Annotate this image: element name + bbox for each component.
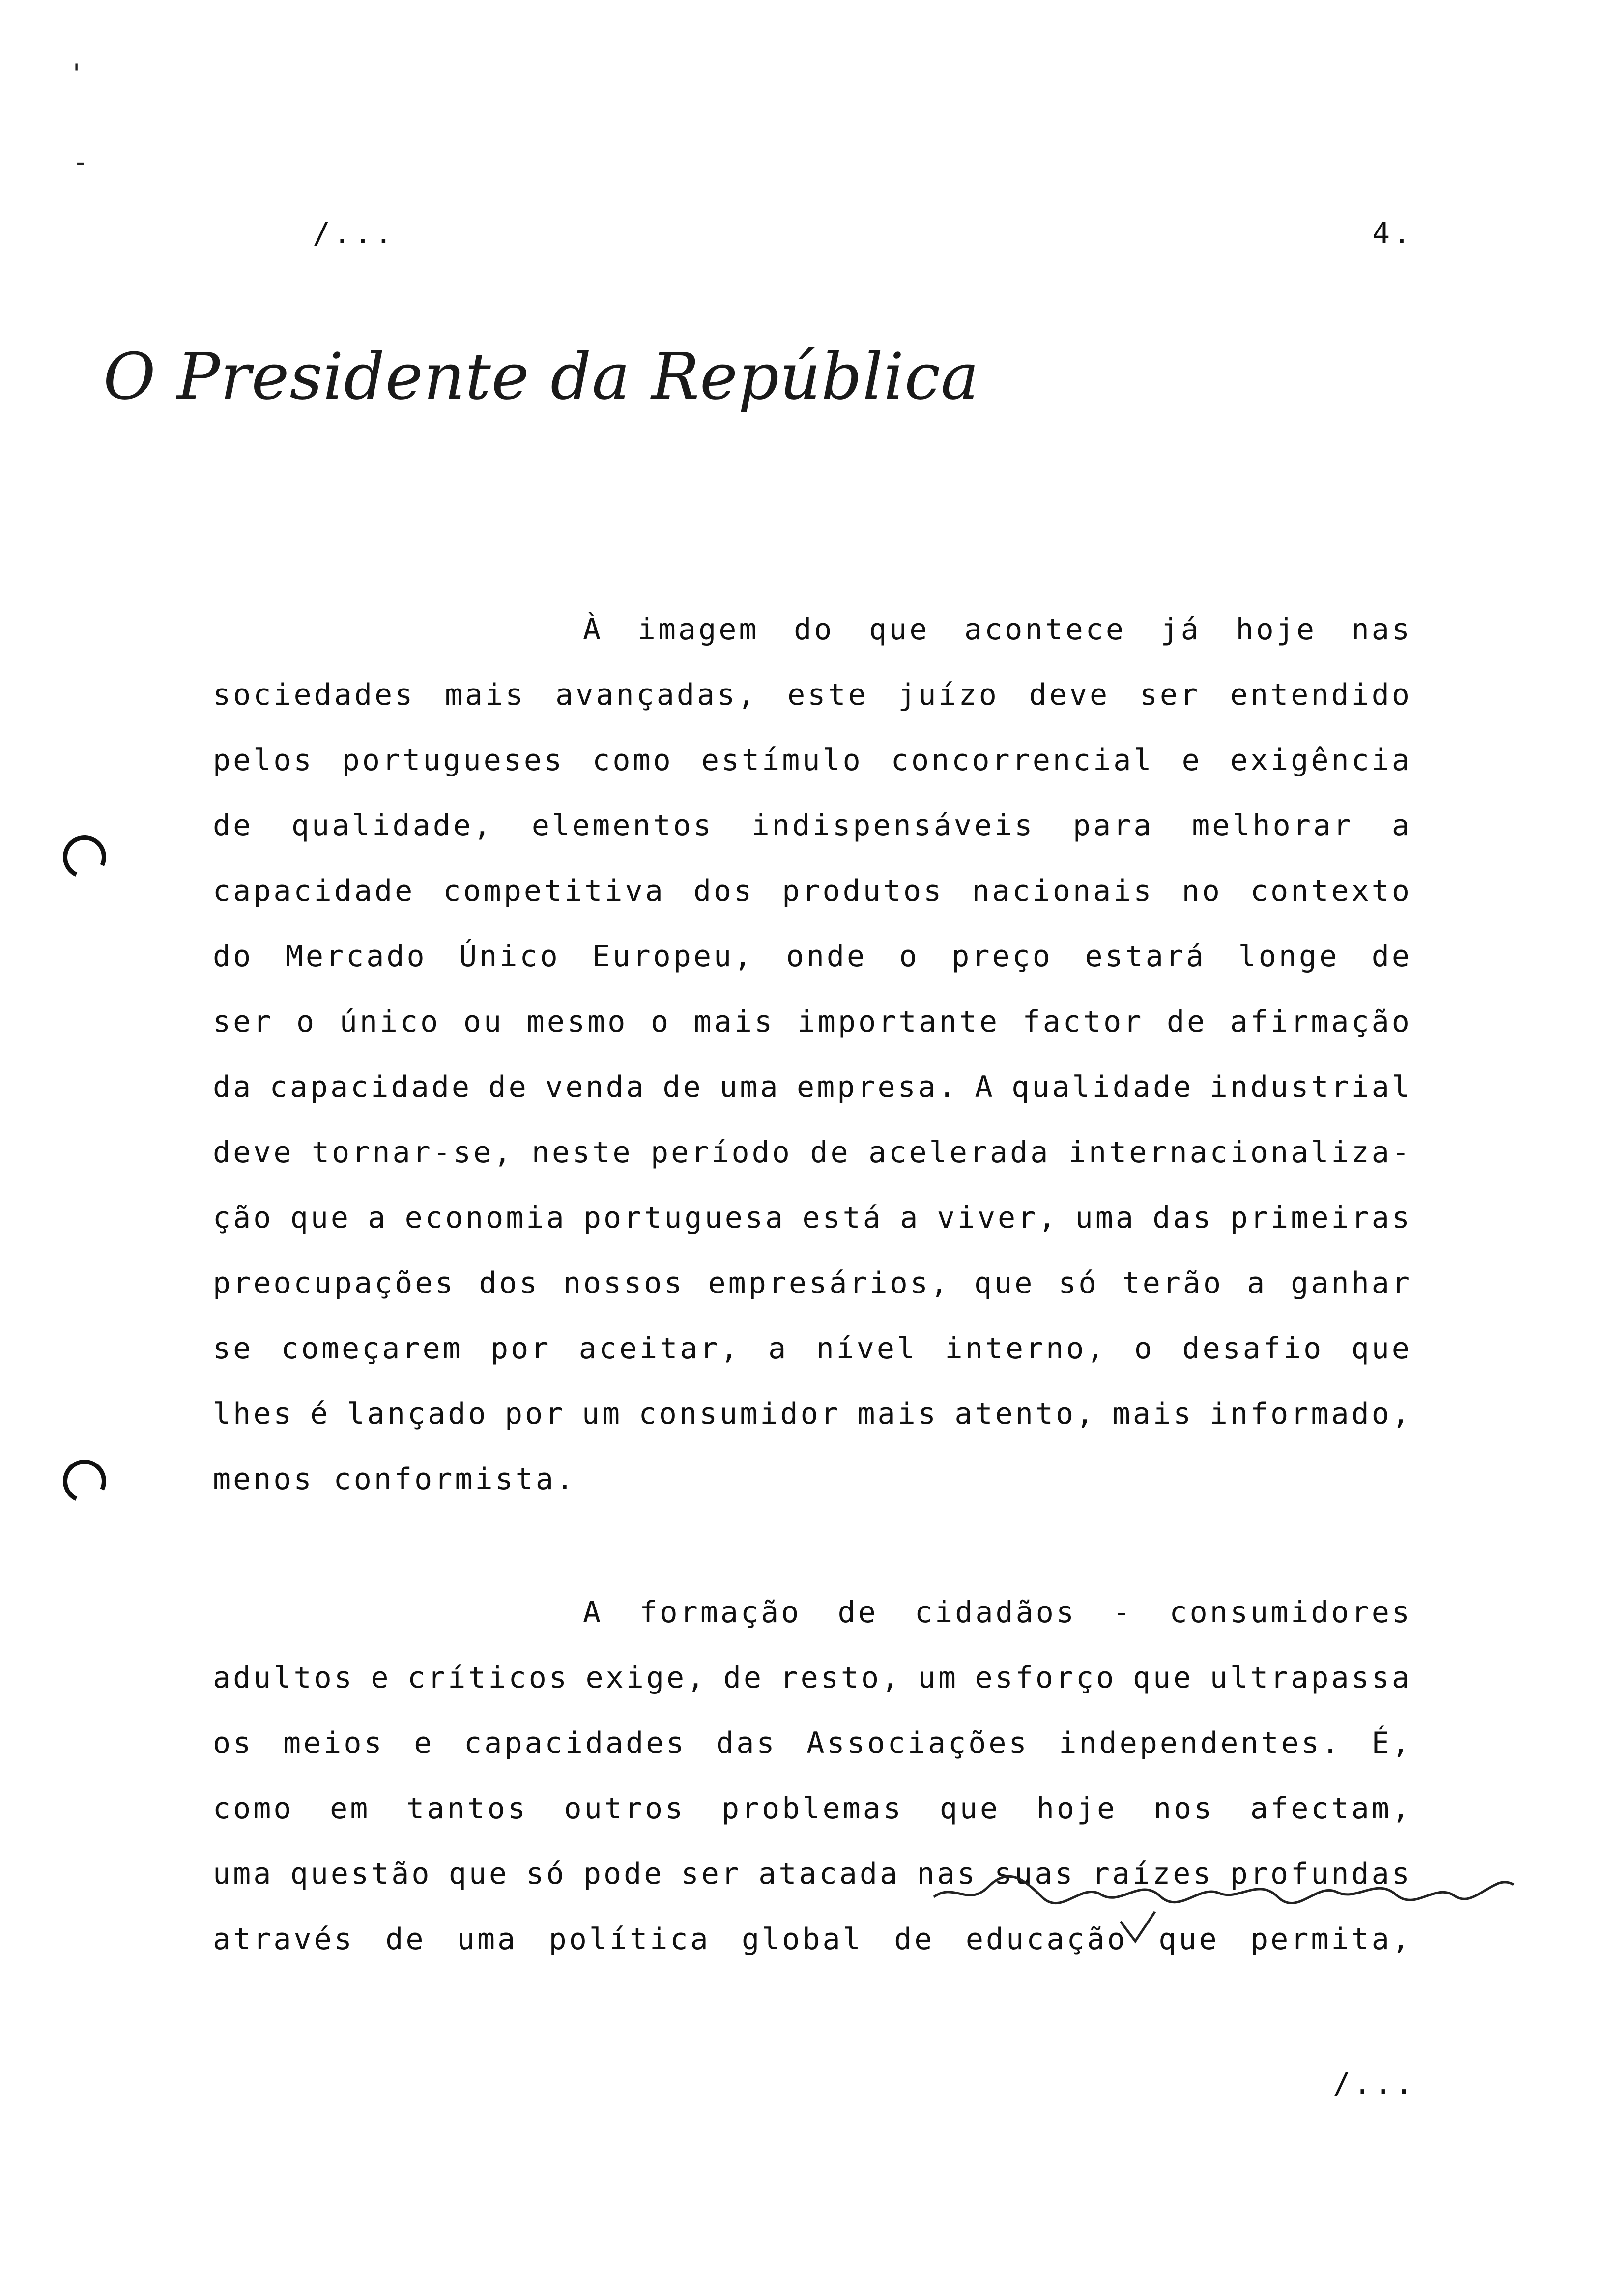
text-line xyxy=(213,1381,1412,1447)
word: nacionais xyxy=(972,874,1154,908)
handwritten-annotation xyxy=(924,1838,1533,1966)
word: a xyxy=(900,1201,921,1235)
word: uma xyxy=(213,1857,274,1891)
word: aceitar, xyxy=(578,1331,741,1366)
word: Mercado xyxy=(285,939,427,974)
word: nossos xyxy=(563,1266,685,1300)
word: no xyxy=(1181,874,1222,908)
word: e xyxy=(1181,743,1202,777)
word: concorrencial xyxy=(891,743,1154,777)
word: como xyxy=(213,1791,294,1826)
word: mais xyxy=(444,678,526,712)
word: questão xyxy=(290,1857,432,1891)
word: primeiras xyxy=(1230,1201,1412,1235)
word: independentes. xyxy=(1059,1726,1342,1760)
word: contexto xyxy=(1250,874,1412,908)
word: o xyxy=(296,1004,317,1039)
text-line xyxy=(213,793,1412,859)
word: que xyxy=(869,612,930,647)
word: produtos xyxy=(782,874,944,908)
word: venda xyxy=(545,1070,646,1104)
word: lhes xyxy=(213,1397,294,1431)
word: indispensáveis xyxy=(751,808,1035,843)
word: um xyxy=(918,1661,958,1695)
word: Único xyxy=(459,939,560,974)
word: política xyxy=(548,1922,711,1956)
word: afectam, xyxy=(1250,1791,1412,1826)
word: interno, xyxy=(945,1331,1107,1366)
word: deve xyxy=(1029,678,1110,712)
word: do xyxy=(794,612,835,647)
word: formação xyxy=(639,1595,802,1630)
word: de xyxy=(1166,1004,1208,1039)
word: único xyxy=(339,1004,441,1039)
word: por xyxy=(490,1331,551,1366)
text-line xyxy=(213,1316,1412,1381)
word: menos xyxy=(213,1462,314,1496)
word: capacidade xyxy=(213,874,415,908)
word: avançadas, xyxy=(555,678,758,712)
word: afirmação xyxy=(1230,1004,1412,1039)
word: atacada xyxy=(758,1857,900,1891)
word: que xyxy=(974,1266,1035,1300)
text-line xyxy=(213,1711,1412,1776)
word: de xyxy=(213,808,254,843)
word: da xyxy=(213,1070,254,1104)
word: acontece xyxy=(964,612,1126,647)
text-line xyxy=(213,1776,1412,1841)
word: capacidade xyxy=(269,1070,472,1104)
word: dos xyxy=(693,874,754,908)
word: de xyxy=(810,1135,851,1170)
word: o xyxy=(899,939,920,974)
word: industrial xyxy=(1209,1070,1412,1104)
word: empresa. xyxy=(796,1070,958,1104)
word: outros xyxy=(564,1791,686,1826)
text-line xyxy=(213,597,1412,662)
word: juízo xyxy=(898,678,999,712)
word: preço xyxy=(951,939,1053,974)
word: neste xyxy=(531,1135,633,1170)
word: cidadãos xyxy=(914,1595,1076,1630)
word: atento, xyxy=(954,1397,1096,1431)
word: estará xyxy=(1085,939,1207,974)
word: profundas xyxy=(1230,1857,1412,1891)
word: através xyxy=(213,1922,354,1956)
word: A xyxy=(975,1070,995,1104)
punch-hole-mark xyxy=(57,1454,113,1509)
word: melhorar xyxy=(1192,808,1354,843)
word: ção xyxy=(213,1201,274,1235)
word: desafio xyxy=(1182,1331,1324,1366)
word: problemas xyxy=(721,1791,904,1826)
word: ganhar xyxy=(1291,1266,1412,1300)
word: resto, xyxy=(780,1661,902,1695)
scan-mark: ' xyxy=(69,59,85,88)
text-line xyxy=(213,728,1412,793)
word: terão xyxy=(1122,1266,1224,1300)
word: que xyxy=(939,1791,1001,1826)
word: só xyxy=(1058,1266,1099,1300)
word: esforço xyxy=(975,1661,1117,1695)
word: só xyxy=(526,1857,567,1891)
word: pelos xyxy=(213,743,314,777)
word: tantos xyxy=(406,1791,528,1826)
word: por xyxy=(505,1397,566,1431)
word: onde xyxy=(786,939,867,974)
word: Europeu, xyxy=(592,939,754,974)
word: sociedades xyxy=(213,678,415,712)
word: a xyxy=(368,1201,388,1235)
word: qualidade, xyxy=(291,808,494,843)
word: já xyxy=(1160,612,1201,647)
text-line xyxy=(213,1055,1412,1120)
word: ultrapassa xyxy=(1209,1661,1412,1695)
word: permita, xyxy=(1250,1922,1412,1956)
header-continuation: /... xyxy=(313,216,396,251)
word: nível xyxy=(816,1331,918,1366)
word: de xyxy=(837,1595,878,1630)
word: consumidores xyxy=(1169,1595,1412,1630)
word: de xyxy=(662,1070,703,1104)
word: capacidades xyxy=(464,1726,687,1760)
word: tornar-se, xyxy=(312,1135,514,1170)
word: competitiva xyxy=(443,874,665,908)
word: conformista. xyxy=(333,1462,576,1496)
word: portuguesa xyxy=(583,1201,786,1235)
word: para xyxy=(1073,808,1154,843)
text-line xyxy=(213,1120,1412,1185)
text-line xyxy=(213,662,1412,728)
word: hoje xyxy=(1236,612,1317,647)
word: Associações xyxy=(806,1726,1029,1760)
word: uma xyxy=(720,1070,780,1104)
word: À xyxy=(583,612,604,647)
word: global xyxy=(742,1922,863,1956)
word: estímulo xyxy=(701,743,863,777)
word: começarem xyxy=(281,1331,463,1366)
word: raízes xyxy=(1092,1857,1213,1891)
text-line xyxy=(213,859,1412,924)
word: que xyxy=(448,1857,510,1891)
word: uma xyxy=(457,1922,518,1956)
word: como xyxy=(592,743,673,777)
text-line xyxy=(213,1185,1412,1251)
word: a xyxy=(768,1331,789,1366)
word: que xyxy=(290,1201,351,1235)
word: entendido xyxy=(1230,678,1412,712)
word: uma xyxy=(1075,1201,1136,1235)
word: qualidade xyxy=(1011,1070,1194,1104)
word: a xyxy=(1247,1266,1267,1300)
word: que xyxy=(1158,1922,1219,1956)
word: consumidor xyxy=(638,1397,841,1431)
footer-continuation: /... xyxy=(1333,2066,1416,2101)
word: portugueses xyxy=(342,743,565,777)
word: deve xyxy=(213,1135,294,1170)
word: das xyxy=(716,1726,777,1760)
word: imagem xyxy=(637,612,759,647)
word: nas xyxy=(917,1857,978,1891)
word: de xyxy=(723,1661,764,1695)
word: meios xyxy=(283,1726,384,1760)
word: um xyxy=(581,1397,623,1431)
word: importante xyxy=(797,1004,1000,1039)
word: ser xyxy=(681,1857,742,1891)
word: dos xyxy=(479,1266,540,1300)
word: os xyxy=(213,1726,254,1760)
word: de xyxy=(488,1070,529,1104)
word: empresários, xyxy=(708,1266,950,1300)
word: suas xyxy=(994,1857,1075,1891)
letterhead: O Presidente da República xyxy=(103,339,979,414)
word: mais xyxy=(693,1004,775,1039)
word: se xyxy=(213,1331,254,1366)
word: está xyxy=(802,1201,883,1235)
word: - xyxy=(1113,1595,1133,1630)
word: a xyxy=(1391,808,1412,843)
word: exige, xyxy=(585,1661,707,1695)
word: de xyxy=(1371,939,1412,974)
word: ser xyxy=(213,1004,274,1039)
word: nas xyxy=(1351,612,1412,647)
word: mais xyxy=(857,1397,938,1431)
word: é xyxy=(310,1397,331,1431)
paragraph-1 xyxy=(213,597,1412,1512)
word: A xyxy=(583,1595,604,1630)
text-line xyxy=(213,1447,1412,1512)
word: economia xyxy=(404,1201,567,1235)
word: acelerada xyxy=(868,1135,1051,1170)
punch-hole-mark xyxy=(57,830,113,885)
word: e xyxy=(414,1726,434,1760)
text-line xyxy=(213,989,1412,1055)
text-line xyxy=(213,1645,1412,1711)
word: que xyxy=(1132,1661,1194,1695)
word: informado, xyxy=(1209,1397,1412,1431)
word: educação xyxy=(965,1922,1127,1956)
word: e xyxy=(371,1661,391,1695)
word: ser xyxy=(1139,678,1201,712)
word: nos xyxy=(1153,1791,1214,1826)
word: internacionaliza- xyxy=(1068,1135,1412,1170)
page-number: 4. xyxy=(1372,216,1414,251)
word: mesmo xyxy=(526,1004,628,1039)
scan-mark: - xyxy=(73,147,88,177)
word: ou xyxy=(463,1004,504,1039)
text-line xyxy=(213,1251,1412,1316)
word: pode xyxy=(583,1857,664,1891)
word: factor xyxy=(1022,1004,1144,1039)
word: mais xyxy=(1112,1397,1194,1431)
word: período xyxy=(651,1135,792,1170)
word: das xyxy=(1152,1201,1213,1235)
word: de xyxy=(385,1922,426,1956)
text-line xyxy=(213,924,1412,989)
word: É, xyxy=(1371,1726,1412,1760)
word: viver, xyxy=(937,1201,1059,1235)
word: críticos xyxy=(407,1661,569,1695)
word: preocupações xyxy=(213,1266,456,1300)
word: que xyxy=(1351,1331,1412,1366)
word: este xyxy=(787,678,868,712)
word: elementos xyxy=(531,808,714,843)
word: o xyxy=(650,1004,671,1039)
word: de xyxy=(894,1922,935,1956)
text-line xyxy=(213,1580,1412,1645)
word: hoje xyxy=(1036,1791,1118,1826)
word: longe xyxy=(1238,939,1340,974)
word: lançado xyxy=(346,1397,489,1431)
word: o xyxy=(1134,1331,1154,1366)
word: adultos xyxy=(213,1661,354,1695)
word: em xyxy=(330,1791,371,1826)
word: exigência xyxy=(1230,743,1412,777)
word: do xyxy=(213,939,254,974)
